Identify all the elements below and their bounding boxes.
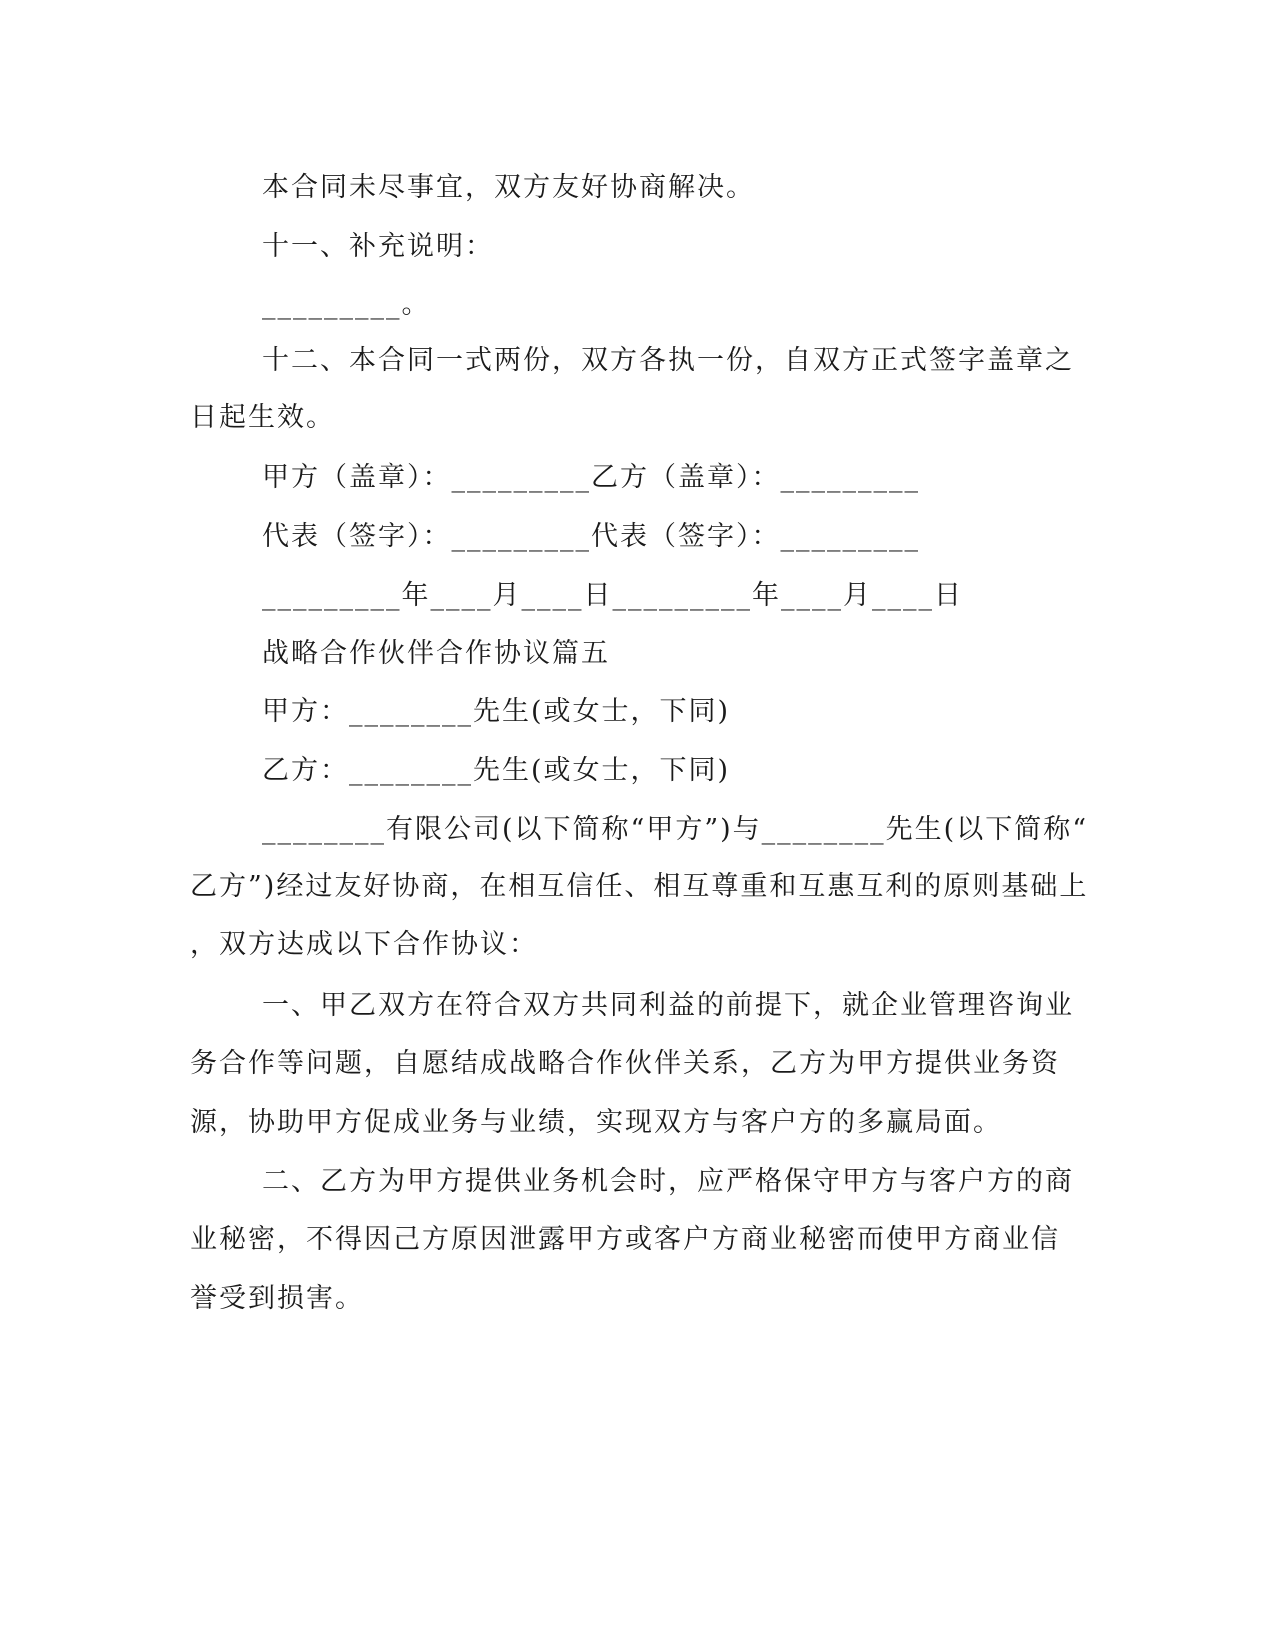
date-line: _________年____月____日_________年____月____日 — [262, 580, 963, 611]
preamble-line-1: ________有限公司(以下简称“甲方”)与________先生(以下简称“ — [262, 814, 1089, 845]
clause-one-line-3: 源，协助甲方促成业务与业绩，实现双方与客户方的多赢局面。 — [190, 1107, 1002, 1138]
clause-twelve-line-1: 十二、本合同一式两份，双方各执一份，自双方正式签字盖章之 — [262, 345, 1074, 376]
clause-two-line-3: 誉受到损害。 — [190, 1283, 364, 1314]
representative-signature-line: 代表（签字）：_________代表（签字）：_________ — [262, 521, 920, 552]
clause-two-line-1: 二、乙方为甲方提供业务机会时，应严格保守甲方与客户方的商 — [262, 1166, 1074, 1197]
clause-one-line-2: 务合作等问题，自愿结成战略合作伙伴关系，乙方为甲方提供业务资 — [190, 1048, 1060, 1079]
preamble-line-3: ，双方达成以下合作协议： — [190, 929, 538, 960]
blank-supplementary-field: _________。 — [262, 289, 431, 320]
party-b-line: 乙方：________先生(或女士，下同) — [262, 755, 731, 786]
clause-twelve-line-2: 日起生效。 — [190, 402, 335, 433]
preamble-line-2: 乙方”)经过友好协商，在相互信任、相互尊重和互惠互利的原则基础上 — [190, 871, 1089, 902]
clause-one-line-1: 一、甲乙双方在符合双方共同利益的前提下，就企业管理咨询业 — [262, 990, 1074, 1021]
section-title: 战略合作伙伴合作协议篇五 — [262, 638, 610, 669]
paragraph-unresolved-matters: 本合同未尽事宜，双方友好协商解决。 — [262, 172, 755, 203]
party-a-line: 甲方：________先生(或女士，下同) — [262, 696, 731, 727]
heading-supplementary-notes: 十一、补充说明： — [262, 231, 494, 262]
clause-two-line-2: 业秘密，不得因己方原因泄露甲方或客户方商业秘密而使甲方商业信 — [190, 1224, 1060, 1255]
seal-signature-line: 甲方（盖章）：_________乙方（盖章）：_________ — [262, 462, 920, 493]
